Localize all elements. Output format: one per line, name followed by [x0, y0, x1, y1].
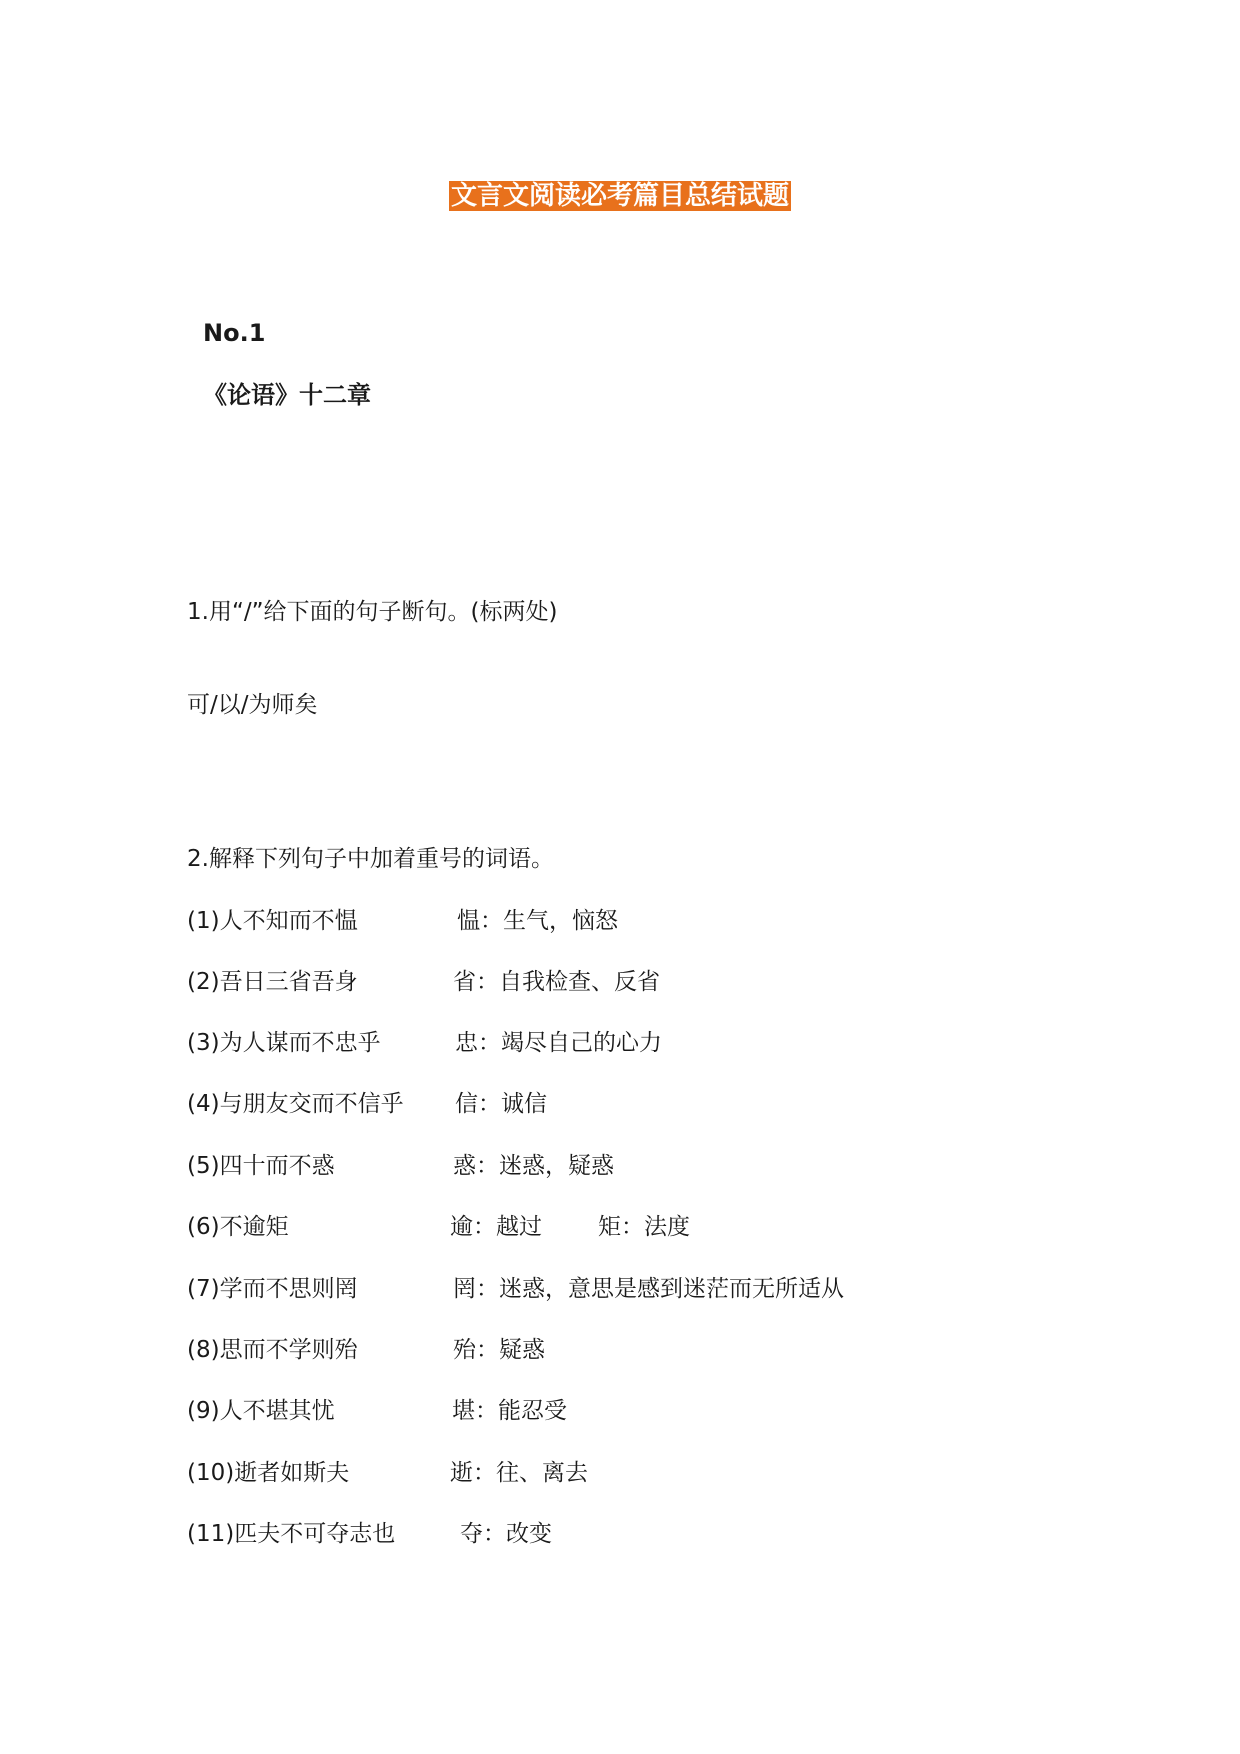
vocab-sentence: (2)吾日三省吾身	[187, 969, 358, 995]
question-1-prompt: 1.用“/”给下面的句子断句。(标两处)	[187, 599, 558, 625]
vocab-sentence: (5)四十而不惑	[187, 1153, 335, 1179]
vocab-definition: 愠：生气，恼怒	[457, 908, 618, 934]
vocab-definition: 堪：能忍受	[452, 1398, 567, 1424]
vocab-definition: 罔：迷惑，意思是感到迷茫而无所适从	[453, 1276, 844, 1302]
vocab-definition: 逾：越过	[450, 1214, 542, 1240]
vocab-sentence: (7)学而不思则罔	[187, 1276, 358, 1302]
vocab-sentence: (3)为人谋而不忠乎	[187, 1030, 381, 1056]
vocab-definition: 逝：往、离去	[450, 1460, 588, 1486]
vocab-sentence: (8)思而不学则殆	[187, 1337, 358, 1363]
vocab-sentence: (6)不逾矩	[187, 1214, 289, 1240]
section-number: No.1	[203, 319, 266, 347]
question-2-prompt: 2.解释下列句子中加着重号的词语。	[187, 846, 554, 872]
document-title	[0, 180, 1240, 212]
vocab-sentence: (10)逝者如斯夫	[187, 1460, 350, 1486]
vocab-sentence: (9)人不堪其忧	[187, 1398, 335, 1424]
chapter-heading: 《论语》十二章	[203, 381, 371, 409]
vocab-definition: 夺：改变	[460, 1521, 552, 1547]
document-title-text: 文言文阅读必考篇目总结试题	[450, 181, 789, 211]
vocab-definition: 省：自我检查、反省	[453, 969, 660, 995]
vocab-definition: 忠：竭尽自己的心力	[455, 1030, 662, 1056]
vocab-definition: 惑：迷惑，疑惑	[453, 1153, 614, 1179]
vocab-sentence: (4)与朋友交而不信乎	[187, 1091, 404, 1117]
vocab-definition: 信：诚信	[455, 1091, 547, 1117]
vocab-definition-secondary: 矩：法度	[598, 1214, 690, 1240]
vocab-sentence: (1)人不知而不愠	[187, 908, 358, 934]
vocab-definition: 殆：疑惑	[453, 1337, 545, 1363]
question-1-answer: 可/以/为师矣	[187, 692, 318, 718]
vocab-sentence: (11)匹夫不可夺志也	[187, 1521, 396, 1547]
